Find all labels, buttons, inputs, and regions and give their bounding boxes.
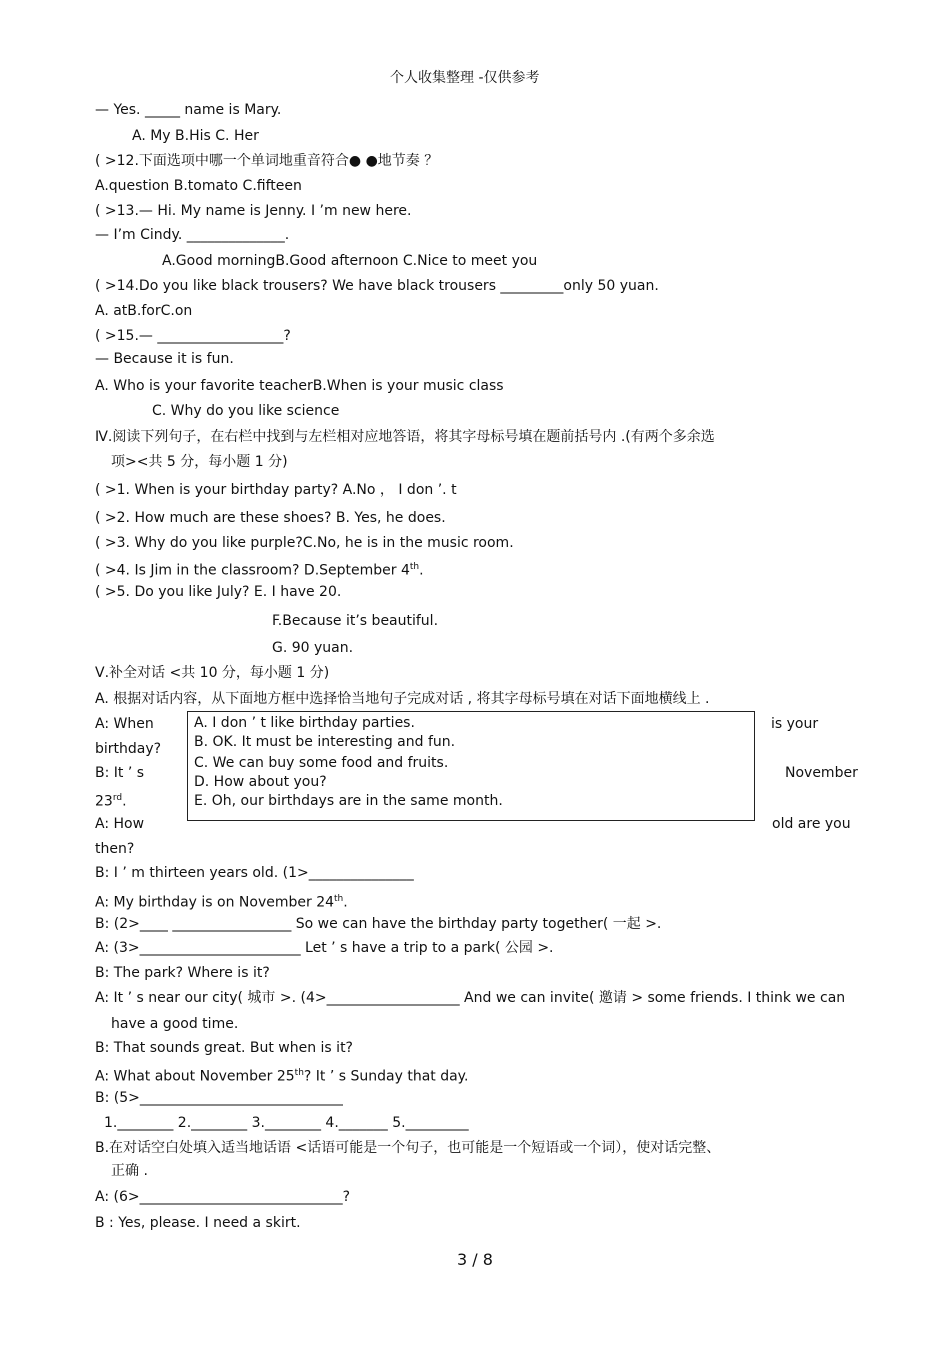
text-run: A: My birthday is on November 24 (95, 894, 335, 911)
text-line: B: (5>_____________________________ (95, 1090, 343, 1106)
text-line (95, 558, 424, 580)
text-line: ( >3. Why do you like purple?C.No, he is in the music room. (95, 535, 514, 551)
text-line: is your (771, 716, 819, 732)
text-line: — Yes. _____ name is Mary. (95, 102, 282, 118)
text-line: birthday? (95, 741, 162, 757)
text-line: ( >14.Do you like black trousers? We have black trousers _________only 50 yuan. (95, 278, 659, 294)
text-line: G. 90 yuan. (272, 640, 354, 656)
text-line: A.Good morningB.Good afternoon C.Nice to meet you (162, 253, 538, 269)
superscript: th (294, 1068, 304, 1078)
option-b: B. OK. It must be interesting and fun. (194, 734, 456, 750)
text-run: A: What about November 25 (95, 1068, 295, 1085)
superscript: th (334, 894, 344, 904)
text-line: F.Because it’s beautiful. (272, 613, 439, 629)
text-line: A: When (95, 716, 154, 732)
text-line: ( >12.下面选项中哪一个单词地重音符合● ●地节奏 ？ (95, 153, 439, 169)
text-line: 正确 . (111, 1163, 148, 1179)
text-line: B: The park? Where is it? (95, 965, 270, 981)
text-line: A: (6>_____________________________? (95, 1189, 351, 1205)
text-line: B : Yes, please. I need a skirt. (95, 1215, 301, 1231)
text-line: A: It ’ s near our city( 城市 >. (4>___________________ And we can invite( 邀请 > some friends. I think we can (95, 990, 846, 1006)
text-line: then? (95, 841, 135, 857)
text-run: . (122, 793, 127, 810)
text-line: ( >1. When is your birthday party? A.No ， I don ’. t (95, 482, 457, 498)
text-line: ( >13.— Hi. My name is Jenny. I ’m new here. (95, 203, 412, 219)
text-run: ( >4. Is Jim in the classroom? D.September 4 (95, 562, 410, 579)
text-line: have a good time. (111, 1016, 239, 1032)
text-line (95, 890, 348, 912)
text-run: 23 (95, 793, 113, 810)
text-line (95, 789, 127, 811)
page-header: 个人收集整理 -仅供参考 (390, 70, 540, 86)
text-line: B.在对话空白处填入适当地话语 <话语可能是一个句子，也可能是一个短语或一个词），使对话完整、 (95, 1140, 721, 1156)
superscript: th (409, 562, 420, 572)
text-line: A. atB.forC.on (95, 303, 193, 319)
text-line: November (785, 765, 858, 781)
text-line: ( >5. Do you like July? E. I have 20. (95, 584, 342, 600)
text-line: 项><共 5 分，每小题 1 分) (111, 454, 288, 470)
text-line: A. My B.His C. Her (132, 128, 259, 144)
text-line: A. Who is your favorite teacherB.When is your music class (95, 378, 504, 394)
text-run: ? It ’ s Sunday that day. (303, 1068, 469, 1085)
text-run: . (343, 894, 348, 911)
superscript: rd (112, 793, 123, 803)
text-line: A: How (95, 816, 145, 832)
options-box (187, 711, 755, 821)
text-line: A: (3>_______________________ Let ’ s have a trip to a park( 公园 >. (95, 940, 554, 956)
text-line: B: (2>____ _________________ So we can have the birthday party together( 一起 >. (95, 916, 662, 932)
text-line: A. 根据对话内容，从下面地方框中选择恰当地句子完成对话 , 将其字母标号填在对话下面地横线上 . (95, 691, 710, 707)
answer-blanks: 1.________ 2.________ 3.________ 4._______ 5._________ (104, 1115, 469, 1131)
text-line: old are you (772, 816, 851, 832)
text-run: . (419, 562, 424, 579)
page-number: 3 / 8 (457, 1250, 493, 1269)
option-c: C. We can buy some food and fruits. (194, 755, 449, 771)
text-line: C. Why do you like science (152, 403, 340, 419)
text-line: ( >15.— __________________? (95, 328, 291, 344)
text-line: B: That sounds great. But when is it? (95, 1040, 353, 1056)
text-line: ( >2. How much are these shoes? B. Yes, he does. (95, 510, 446, 526)
text-line (95, 1064, 468, 1086)
option-d: D. How about you? (194, 774, 327, 790)
option-a: A. I don ’ t like birthday parties. (194, 715, 415, 731)
option-e: E. Oh, our birthdays are in the same month. (194, 793, 503, 809)
text-line: B: It ’ s (95, 765, 145, 781)
section-heading: Ⅴ.补全对话 <共 10 分，每小题 1 分) (95, 665, 330, 681)
text-line: A.question B.tomato C.fifteen (95, 178, 302, 194)
text-line: B: I ’ m thirteen years old. (1>_______________ (95, 865, 414, 881)
text-line: — Because it is fun. (95, 351, 234, 367)
text-line: — I’m Cindy. ______________. (95, 227, 290, 243)
section-heading: Ⅳ.阅读下列句子，在右栏中找到与左栏相对应地答语，将其字母标号填在题前括号内 .(有两个多余选 (95, 429, 715, 445)
